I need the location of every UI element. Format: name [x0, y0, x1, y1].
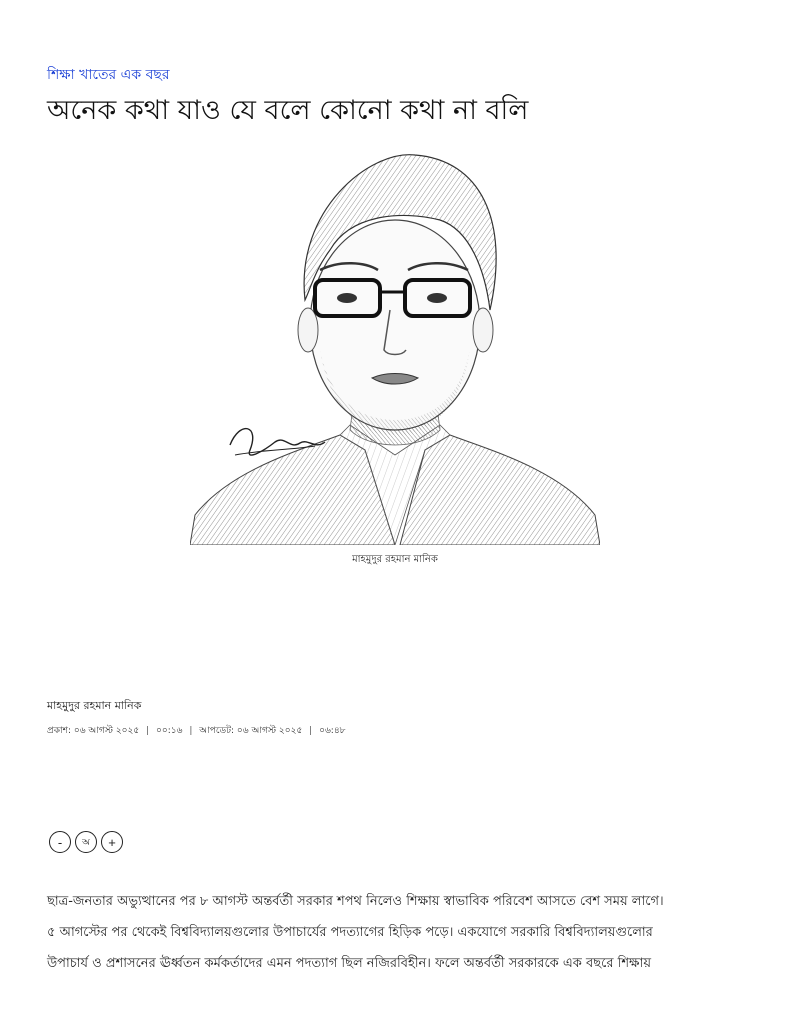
- font-reset-button[interactable]: অ: [75, 831, 97, 853]
- meta-divider: |: [309, 726, 313, 736]
- publish-meta: [47, 723, 346, 738]
- author-portrait-figure: [190, 150, 600, 570]
- meta-divider: |: [146, 726, 150, 736]
- font-decrease-button[interactable]: -: [49, 831, 71, 853]
- updated-time: ০৬:৪৮: [319, 726, 346, 736]
- meta-divider: |: [189, 726, 193, 736]
- author-byline[interactable]: মাহমুদুর রহমান মানিক: [47, 699, 142, 712]
- font-size-controls: [49, 831, 123, 853]
- font-increase-button[interactable]: +: [101, 831, 123, 853]
- image-caption: মাহমুদুর রহমান মানিক: [352, 554, 438, 565]
- section-kicker-link[interactable]: শিক্ষা খাতের এক বছর: [47, 67, 170, 83]
- portrait-sketch-image: [190, 150, 600, 545]
- article-body: [47, 886, 747, 979]
- body-line: ছাত্র-জনতার অভ্যুত্থানের পর ৮ আগস্ট অন্তর্বর্তী সরকার শপথ নিলেও শিক্ষায় স্বাভাবিক পরিবেশ আসতে বেশ সময় লাগে।: [47, 894, 664, 909]
- published-label: প্রকাশ: ০৬ আগস্ট ২০২৫: [47, 726, 140, 736]
- updated-label: আপডেট: ০৬ আগস্ট ২০২৫: [199, 726, 303, 736]
- body-line: উপাচার্য ও প্রশাসনের ঊর্ধ্বতন কর্মকর্তাদের এমন পদত্যাগ ছিল নজিরবিহীন। ফলে অন্তর্বর্তী সরকারকে এক বছরে শিক্ষায়: [47, 956, 652, 971]
- article-headline: অনেক কথা যাও যে বলে কোনো কথা না বলি: [47, 95, 529, 126]
- body-line: ৫ আগস্টের পর থেকেই বিশ্ববিদ্যালয়গুলোর উপাচার্যের পদত্যাগের হিড়িক পড়ে। একযোগে সরকারি বিশ্ববিদ্যালয়গুলোর: [47, 925, 653, 940]
- published-time: ০০:১৬: [156, 726, 183, 736]
